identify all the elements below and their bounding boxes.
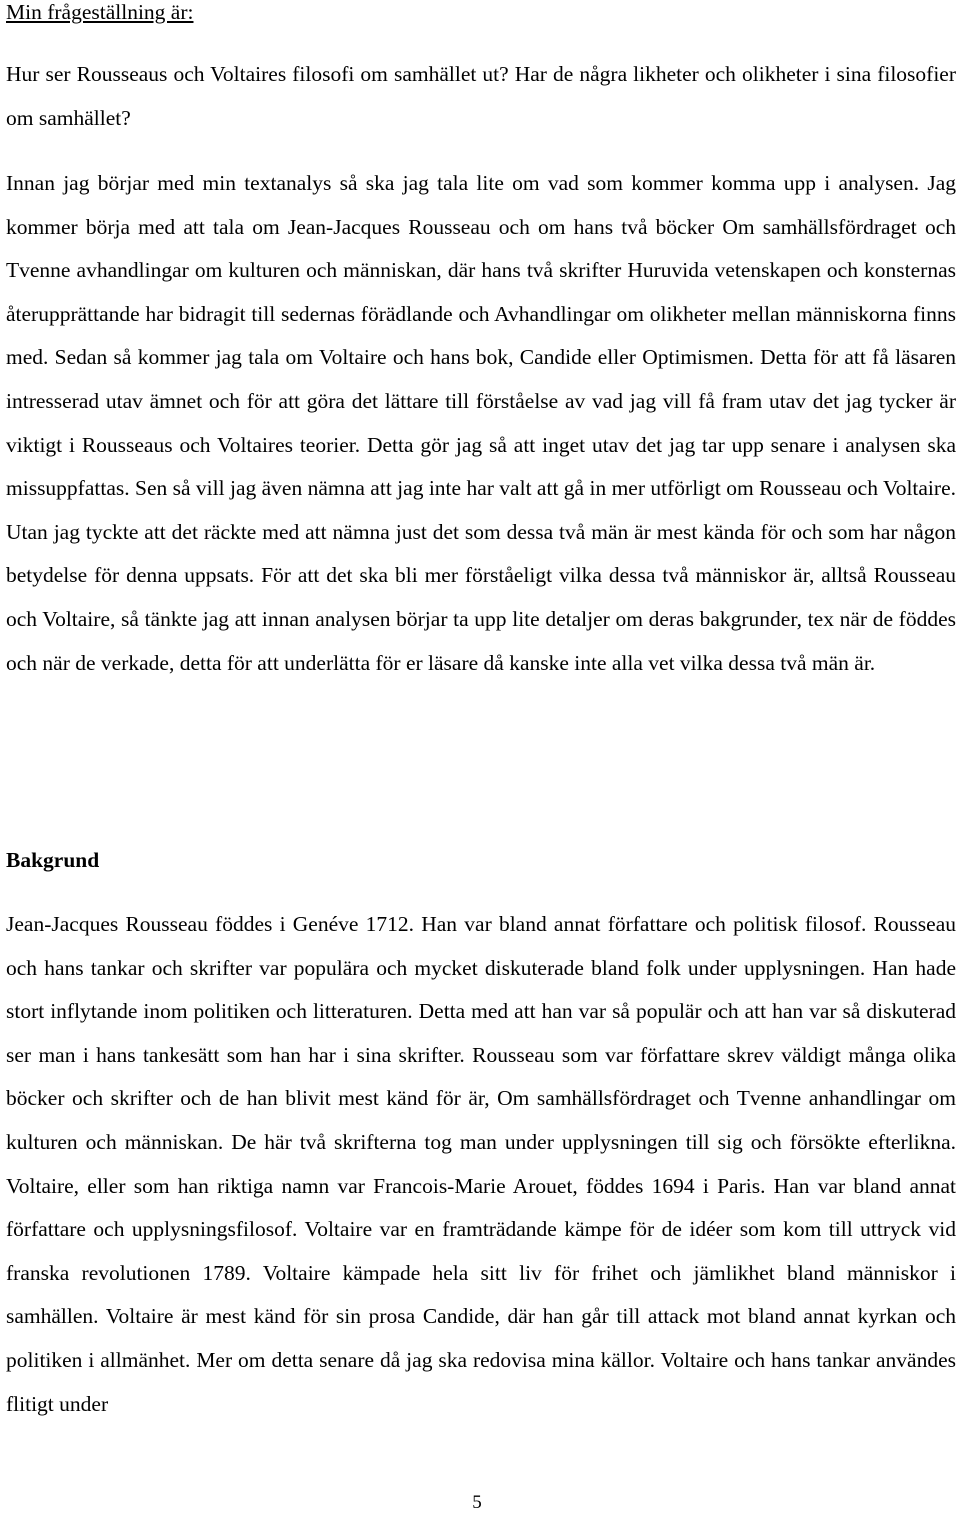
page-number: 5 xyxy=(472,1492,482,1513)
question-heading: Min frågeställning är: xyxy=(6,0,194,24)
analysis-paragraph: Innan jag börjar med min textanalys så ska jag tala lite om vad som kommer komma upp i analysen. Jag kommer börja med att tala om Jean-Jacques Rousseau och om hans två böcker Om samhällsfördraget och Tvenne avhandlingar om kulturen och människan, där hans två skrifter Huruvida vetenskapen och konsternas återupprättande har bidragit till sedernas förädlande och Avhandlingar om olikheter mellan människorna finns med. Sedan så kommer jag tala om Voltaire och hans bok, Candide eller Optimismen. Detta för att få läsaren intresserad utav ämnet och för att göra det lättare till förståelse av vad jag vill få fram utav det jag tycker är viktigt i Rousseaus och Voltaires teorier. Detta gör jag så att inget utav det jag tar upp senare i analysen ska missuppfattas. Sen så vill jag även nämna att jag inte har valt att gå in mer utförligt om Rousseau och Voltaire. Utan jag tyckte att det räckte med att nämna just det som dessa två män är mest kända för och som har någon betydelse för denna uppsats. För att det ska bli mer förståeligt vilka dessa två människor är, alltså Rousseau och Voltaire, så tänkte jag att innan analysen börjar ta upp lite detaljer om deras bakgrunder, tex när de föddes och när de verkade, detta för att underlätta för er läsare då kanske inte alla vet vilka dessa två män är. xyxy=(6,171,956,675)
background-paragraph: Jean-Jacques Rousseau föddes i Genéve 1712. Han var bland annat författare och politisk filosof. Rousseau och hans tankar och skrifter var populära och mycket diskuterade bland folk under upplysningen. Han hade stort inflytande inom politiken och litteraturen. Detta med att han var så populär och att han var så diskuterad ser man i hans tankesätt som han har i sina skrifter. Rousseau som var författare skrev väldigt många olika böcker och skrifter och de han blivit mest känd för är, Om samhällsfördraget och Tvenne anhandlingar om kulturen och människan. De här två skrifterna tog man under upplysningen till sig och försökte efterlikna. Voltaire, eller som han riktiga namn var Francois-Marie Arouet, föddes 1694 i Paris. Han var bland annat författare och upplysningsfilosof. Voltaire var en framträdande kämpe för de idéer som kom till uttryck vid franska revolutionen 1789. Voltaire kämpade hela sitt liv för frihet och jämlikhet bland människor i samhällen. Voltaire är mest känd för sin prosa Candide, där han går till attack mot bland annat kyrkan och politiken i allmänhet. Mer om detta senare då jag ska redovisa mina källor. Voltaire och hans tankar användes flitigt under xyxy=(6,912,956,1416)
background-heading: Bakgrund xyxy=(6,848,100,872)
question-paragraph: Hur ser Rousseaus och Voltaires filosofi om samhället ut? Har de några likheter och olikheter i sina filosofier om samhället? xyxy=(6,62,956,130)
